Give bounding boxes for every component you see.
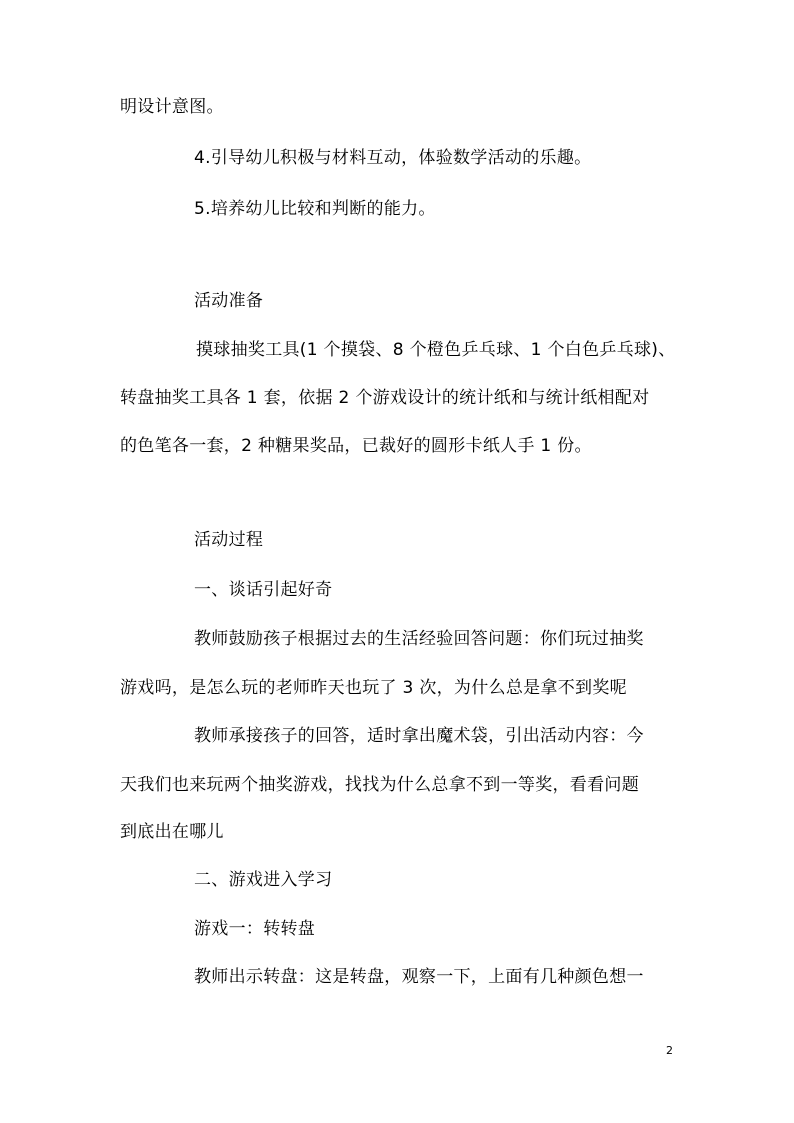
- paragraph-line: 的色笔各一套，2 种糖果奖品，已裁好的圆形卡纸人手 1 份。: [120, 436, 592, 456]
- paragraph-line: 摸球抽奖工具(1 个摸袋、8 个橙色乒乓球、1 个白色乒乓球)、: [196, 340, 676, 360]
- subheading-game-1: 游戏一：转转盘: [194, 919, 316, 939]
- paragraph-line: 转盘抽奖工具各 1 套，依据 2 个游戏设计的统计纸和与统计纸相配对: [120, 388, 650, 408]
- paragraph-line: 到底出在哪儿: [120, 822, 224, 842]
- page-number: 2: [666, 1044, 673, 1057]
- section-heading-process: 活动过程: [194, 530, 264, 550]
- subheading-step-1: 一、谈话引起好奇: [194, 580, 333, 600]
- objective-4: 4.引导幼儿积极与材料互动，体验数学活动的乐趣。: [194, 148, 592, 168]
- subheading-step-2: 二、游戏进入学习: [194, 870, 333, 890]
- paragraph-line: 天我们也来玩两个抽奖游戏，找找为什么总拿不到一等奖，看看问题: [120, 775, 639, 795]
- paragraph-line: 教师鼓励孩子根据过去的生活经验回答问题：你们玩过抽奖: [194, 629, 644, 649]
- paragraph-line: 明设计意图。: [120, 97, 224, 117]
- section-heading-preparation: 活动准备: [194, 291, 264, 311]
- paragraph-line: 游戏吗，是怎么玩的老师昨天也玩了 3 次，为什么总是拿不到奖呢: [120, 678, 627, 698]
- paragraph-line: 教师出示转盘：这是转盘，观察一下，上面有几种颜色想一: [194, 967, 644, 987]
- paragraph-line: 教师承接孩子的回答，适时拿出魔术袋，引出活动内容：今: [194, 726, 644, 746]
- objective-5: 5.培养幼儿比较和判断的能力。: [194, 199, 436, 219]
